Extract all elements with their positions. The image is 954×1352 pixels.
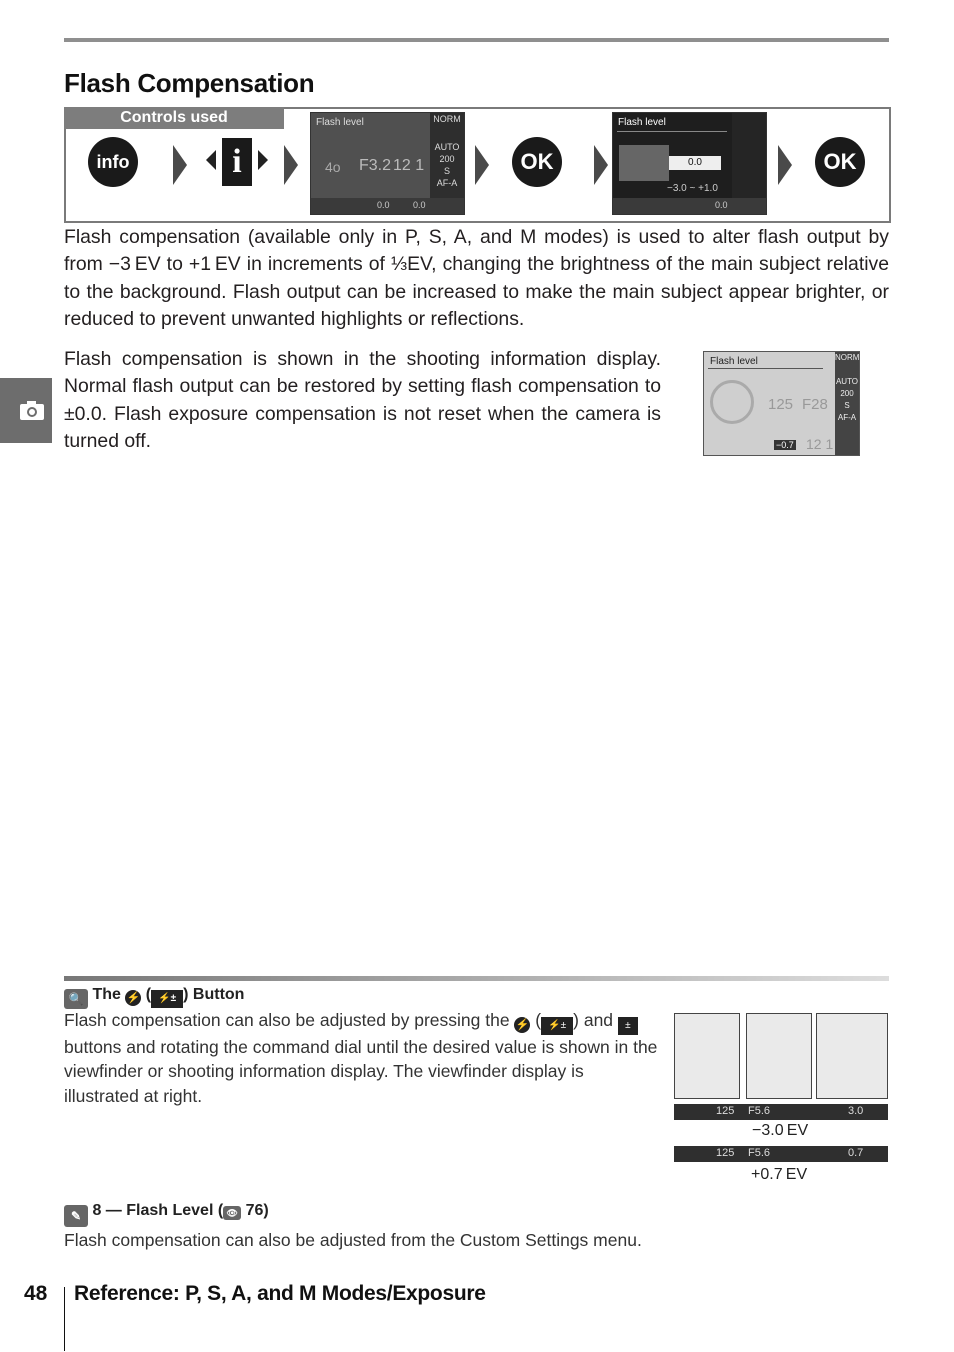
viewfinder-display bbox=[674, 1104, 888, 1120]
intro-paragraph: Flash compensation (available only in P, S, A, and M modes) is used to alter flash output by from −3 EV to +1 EV in increments of ⅓EV, changing the brightness of the main subject relative to the background. Flash output can be increased to make the main subject appear brighter, or reduced to prevent unwanted highlights or reflections. bbox=[64, 226, 889, 331]
lcd-side-panel bbox=[835, 352, 859, 455]
lcd-aperture: F28 bbox=[802, 396, 828, 413]
ev-label: −3.0 EV bbox=[752, 1122, 809, 1139]
heading-text: 8 — Flash Level ( bbox=[92, 1202, 224, 1219]
section-title: Reference: P, S, A, and M Modes/Exposure bbox=[74, 1282, 486, 1305]
page-number: 48 bbox=[24, 1282, 48, 1305]
note-body: Flash compensation can also be adjusted by pressing the ⚡ ( ⚡± ) and ± buttons and rotating the command dial until the desired value is shown in the viewfinder or shooting information display. The viewfinder display is illustrated at right. bbox=[64, 1010, 658, 1106]
camera-button-illustrations bbox=[674, 1013, 888, 1099]
vf-aperture: F5.6 bbox=[748, 1147, 771, 1159]
side-item: S bbox=[844, 401, 850, 410]
dial-graphic bbox=[710, 380, 754, 424]
screen-footer bbox=[613, 198, 766, 214]
para-text: Flash compensation (available only in bbox=[64, 226, 406, 248]
preview-image bbox=[619, 145, 669, 181]
shooting-info-screen bbox=[310, 112, 465, 215]
side-item: AUTO bbox=[434, 142, 460, 152]
pencil-icon: ✎ bbox=[64, 1205, 88, 1227]
flash-comp-icon: ⚡± bbox=[151, 990, 183, 1008]
lcd-title: Flash level bbox=[710, 356, 758, 367]
ok-button-icon: OK bbox=[512, 137, 562, 187]
info-button-icon: info bbox=[88, 137, 138, 187]
arrow-icon bbox=[284, 145, 298, 185]
magnifier-icon: 🔍 bbox=[64, 989, 88, 1009]
side-item: S bbox=[443, 166, 450, 176]
flash-range: −3.0 ~ +1.0 bbox=[667, 183, 718, 194]
lcd-flash-value: −0.7 bbox=[776, 440, 794, 450]
note-text: and bbox=[583, 1010, 614, 1030]
flash-comp-icon: ⚡± bbox=[541, 1017, 573, 1035]
side-item: 200 bbox=[439, 154, 455, 164]
note-text: Flash compensation can also be adjusted by pressing the bbox=[64, 1010, 510, 1030]
mode-a: A bbox=[453, 226, 467, 248]
top-rule bbox=[64, 38, 889, 42]
side-item: AF-A bbox=[837, 413, 857, 422]
side-item: NORM bbox=[433, 114, 461, 124]
mode-s: S bbox=[428, 226, 442, 248]
note-heading: 🔍 The ⚡ ( ⚡± ) Button bbox=[64, 986, 244, 1009]
footer-divider bbox=[64, 1287, 65, 1351]
camera-body-illustration bbox=[674, 1013, 740, 1099]
side-item: NORM bbox=[835, 353, 860, 362]
vf-aperture: F5.6 bbox=[748, 1105, 771, 1117]
viewfinder-display bbox=[674, 1146, 888, 1162]
shutter-readout: 4o bbox=[325, 159, 341, 175]
exposure-comp-icon: ± bbox=[618, 1017, 638, 1035]
screen-title: Flash level bbox=[618, 117, 666, 128]
mode-p: P bbox=[405, 226, 416, 248]
flash-icon: ⚡ bbox=[126, 992, 141, 1004]
flash-comp-value: 0.0 bbox=[715, 200, 728, 210]
command-dial-illustration bbox=[816, 1013, 888, 1099]
info-display-illustration bbox=[703, 351, 860, 456]
page-ref-icon: 👁 bbox=[223, 1206, 241, 1220]
camera-icon bbox=[0, 378, 52, 443]
note-heading bbox=[64, 1202, 269, 1227]
side-item: AUTO bbox=[835, 377, 859, 386]
aperture-readout: F3.2 bbox=[359, 157, 392, 174]
arrow-icon bbox=[778, 145, 792, 185]
para-text: , and bbox=[466, 226, 521, 248]
para-text: modes) is used to alter flash output by from −3 EV to +1 EV in increments of ⅓EV, changing the brightness of the main subject relative to the background. Flash output can be increased to make the main subject appear brighter, or reduced to prevent unwanted highlights or reflections. bbox=[64, 226, 889, 331]
page-title: Flash Compensation bbox=[64, 68, 315, 98]
heading-text: Button bbox=[192, 986, 245, 1003]
mode-m: M bbox=[520, 226, 537, 248]
vf-flash-value: 3.0 bbox=[848, 1105, 864, 1117]
ok-button-icon: OK bbox=[815, 137, 865, 187]
screen-footer bbox=[311, 198, 464, 214]
flash-icon: ⚡ bbox=[515, 1019, 530, 1031]
vf-flash-value: 0.7 bbox=[848, 1147, 864, 1159]
camera-body-illustration bbox=[746, 1013, 812, 1099]
controls-label: Controls used bbox=[64, 107, 284, 129]
side-item: 200 bbox=[840, 389, 854, 398]
note-rule bbox=[64, 976, 889, 981]
vf-shutter: 125 bbox=[716, 1147, 735, 1159]
flash-level-screen bbox=[612, 112, 767, 215]
screen-title: Flash level bbox=[316, 117, 364, 128]
flash-comp-value: 0.0 bbox=[413, 200, 426, 210]
arrow-icon bbox=[163, 145, 187, 185]
flash-value-field: 0.0 bbox=[669, 156, 721, 170]
ev-label: +0.7 EV bbox=[751, 1166, 808, 1183]
exposure-comp-value: 0.0 bbox=[377, 200, 390, 210]
lcd-shutter: 125 bbox=[768, 396, 794, 413]
arrow-icon bbox=[475, 145, 489, 185]
side-item: AF-A bbox=[436, 178, 458, 188]
frames-readout: 12 1 bbox=[393, 157, 425, 174]
arrow-icon bbox=[594, 145, 608, 185]
note-body: Flash compensation can also be adjusted from the Custom Settings menu. bbox=[64, 1230, 642, 1250]
heading-text: The bbox=[92, 986, 121, 1003]
section-tab bbox=[0, 378, 52, 443]
i-button-icon: i bbox=[206, 138, 268, 186]
lcd-frames: 12 1 bbox=[806, 436, 834, 452]
vf-shutter: 125 bbox=[716, 1105, 735, 1117]
display-paragraph: Flash compensation is shown in the shooting information display. Normal flash output can be restored by setting flash compensation to ±0.0. Flash exposure compensation is not reset when the camera is turned off. bbox=[64, 348, 661, 453]
heading-text: 76) bbox=[245, 1202, 269, 1219]
note-text: buttons and rotating the command dial until the desired value is shown in the viewfinder or shooting information display. The viewfinder display is illustrated at right. bbox=[64, 1037, 658, 1106]
